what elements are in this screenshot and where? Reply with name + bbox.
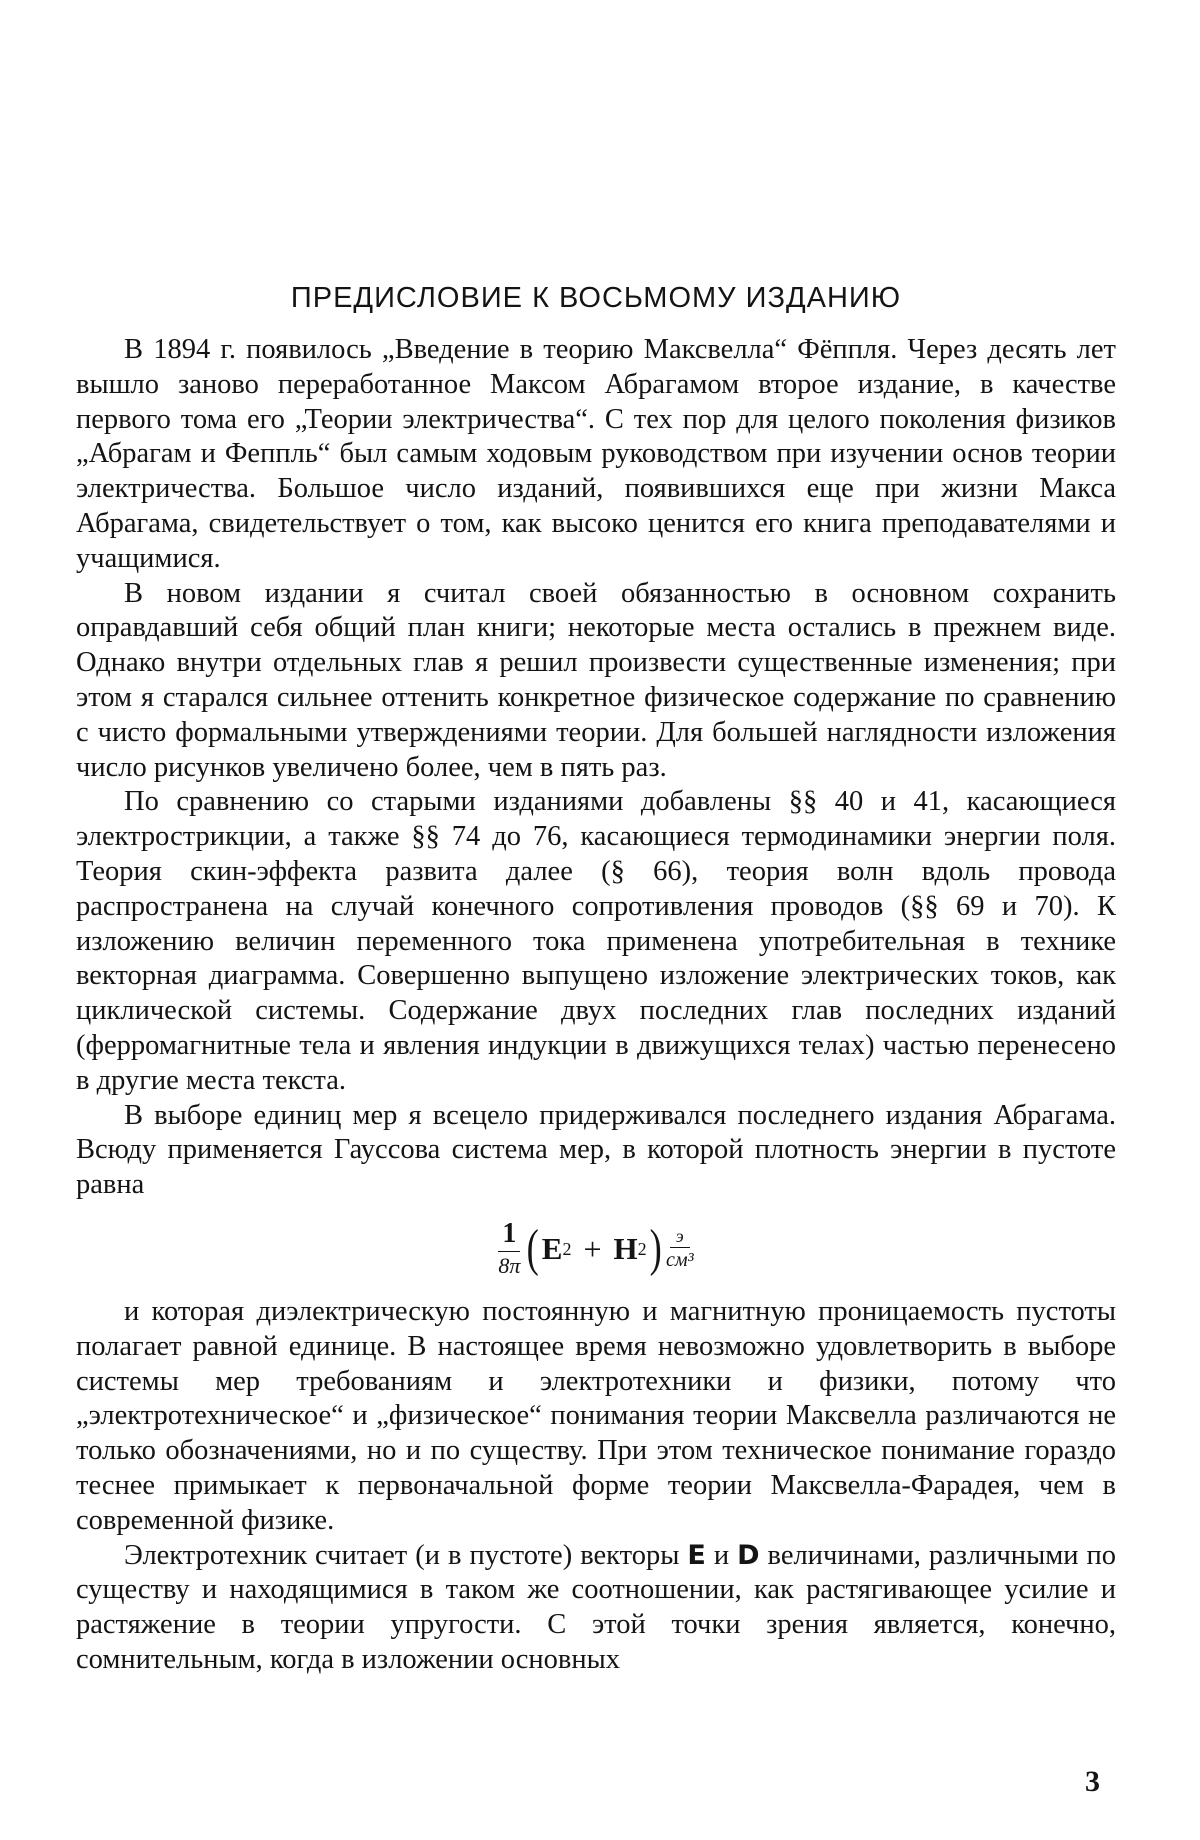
formula-e-symbol: E xyxy=(541,1230,563,1266)
formula-unit-denominator: см³ xyxy=(665,1249,694,1272)
formula-close-paren: ) xyxy=(649,1219,662,1277)
paragraph-2: В новом издании я считал своей обязанностью в основном сохранить оправдавший себя общий план книги; некоторые места остались в прежнем виде. Однако внутри отдельных глав я решил произвести существенные изменения; при этом я старался сильнее оттенить конкретное физическое содержание по сравнению с чисто формальными утверждениями теории. Для большей наглядности изложения число рисунков увеличено более, чем в пять раз. xyxy=(76,577,1116,783)
formula-open-paren: ( xyxy=(527,1219,540,1277)
formula-unit-numerator: э xyxy=(670,1227,690,1248)
body-text xyxy=(76,333,1116,1678)
paragraph-1: В 1894 г. появилось „Введение в теорию Максвелла“ Фёппля. Через десять лет вышло заново переработанное Максом Абрагамом второе издание, в качестве первого тома его „Теории электричества“. С тех пор для целого поколения физиков „Абрагам и Феппль“ был самым ходовым руководством при изучении основ теории электричества. Большое число изданий, появившихся еще при жизни Макса Абрагама, свидетельствует о том, как высоко ценится его книга преподавателями и учащимися. xyxy=(76,334,1116,574)
formula-denominator: 8π xyxy=(498,1253,521,1279)
energy-density-formula xyxy=(76,1203,1116,1295)
paragraph-3: По сравнению со старыми изданиями добавлены §§ 40 и 41, касающиеся электрострикции, а также §§ 74 до 76, касающиеся термодинамики энергии поля. Теория скин-эффекта развита далее (§ 66), теория волн вдоль провода распространена на случай конечного сопротивления проводов (§§ 69 и 70). К изложению величин переменного тока применена употребительная в технике векторная диаграмма. Совершенно выпущено изложение электрических токов, как циклической системы. Содержание двух последних глав последних изданий (ферромагнитные тела и явления индукции в движущихся телах) частью перенесено в другие места текста. xyxy=(76,786,1116,1096)
paragraph-6-and: и xyxy=(705,1539,738,1571)
vector-e-symbol: E xyxy=(687,1539,706,1571)
formula-unit xyxy=(666,1227,694,1270)
paragraph-6-part-2: величинами, различными по существу и находящимися в таком же соотношении, как растягивающее усилие и растяжение в теории упругости. С этой точки зрения является, конечно, сомнительным, когда в изложении основных xyxy=(76,1539,1117,1675)
paragraph-6 xyxy=(76,1539,1116,1678)
page-title: ПРЕДИСЛОВИЕ К ВОСЬМОМУ ИЗДАНИЮ xyxy=(290,282,902,314)
formula-h-symbol: H xyxy=(613,1230,638,1266)
vector-d-symbol: D xyxy=(737,1539,760,1571)
formula-fraction xyxy=(498,1220,520,1277)
formula-plus: + xyxy=(583,1230,602,1267)
formula-numerator: 1 xyxy=(498,1220,520,1252)
document-page xyxy=(76,0,1116,1840)
formula-e-power: 2 xyxy=(562,1238,572,1259)
formula-h-power: 2 xyxy=(637,1238,647,1259)
paragraph-6-part-1: Электротехник считает (и в пустоте) векторы xyxy=(124,1539,688,1571)
paragraph-5: и которая диэлектрическую постоянную и магнитную проницаемость пустоты полагает равной единице. В настоящее время невозможно удовлетворить в выборе системы мер требованиям и электротехники и физики, потому что „электротехническое“ и „физическое“ понимания теории Максвелла различаются не только обозначениями, но и по существу. При этом техническое понимание гораздо теснее примыкает к первоначальной форме теории Максвелла-Фарадея, чем в современной физике. xyxy=(76,1295,1116,1536)
page-number: 3 xyxy=(1085,1765,1100,1798)
paragraph-4: В выборе единиц мер я всецело придерживался последнего издания Абрагама. Всюду применяется Гауссова система мер, в которой плотность энергии в пустоте равна xyxy=(76,1099,1116,1201)
